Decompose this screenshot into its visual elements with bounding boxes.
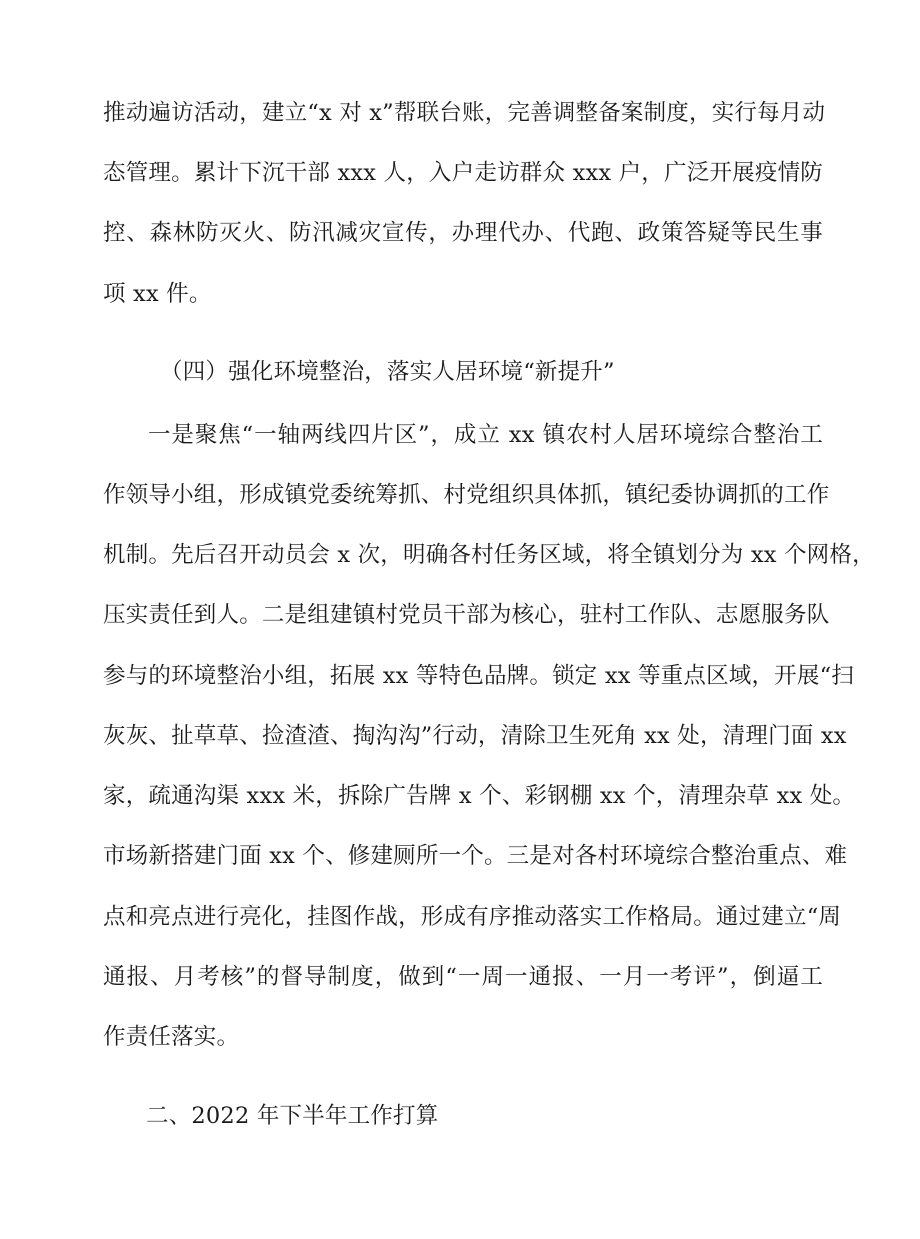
paragraph-2-line-9: 点和亮点进行亮化，挂图作战，形成有序推动落实工作格局。通过建立“周 (103, 904, 842, 930)
paragraph-1-line-1: 推动遍访活动，建立“x 对 x”帮联台账，完善调整备案制度，实行每月动 (103, 100, 826, 126)
paragraph-1-line-3: 控、森林防灭火、防汛减灾宣传，办理代办、代跑、政策答疑等民生事 (103, 220, 823, 246)
paragraph-2-line-8: 市场新搭建门面 xx 个、修建厕所一个。三是对各村环境综合整治重点、难 (103, 843, 848, 869)
paragraph-2-line-6: 灰灰、扯草草、捡渣渣、掏沟沟”行动，清除卫生死角 xx 处，清理门面 xx (103, 723, 847, 749)
paragraph-2-line-2: 作领导小组，形成镇党委统筹抓、村党组织具体抓，镇纪委协调抓的工作 (103, 482, 830, 508)
paragraph-2-line-4: 压实责任到人。二是组建镇村党员干部为核心，驻村工作队、志愿服务队 (103, 602, 830, 628)
paragraph-2-line-11: 作责任落实。 (103, 1024, 240, 1050)
paragraph-1-line-4: 项 xx 件。 (103, 281, 212, 307)
section-heading-4: （四）强化环境整治，落实人居环境“新提升” (160, 359, 615, 385)
paragraph-2-line-1: 一是聚焦“一轴两线四片区”，成立 xx 镇农村人居环境综合整治工 (148, 422, 823, 448)
paragraph-2-line-3: 机制。先后召开动员会 x 次，明确各村任务区域，将全镇划分为 xx 个网格， (103, 542, 875, 568)
paragraph-2-line-7: 家，疏通沟渠 xxx 米，拆除广告牌 x 个、彩钢棚 xx 个，清理杂草 xx 处。 (103, 783, 856, 809)
paragraph-2-line-5: 参与的环境整治小组，拓展 xx 等特色品牌。锁定 xx 等重点区域，开展“扫 (103, 663, 854, 689)
section-heading-2: 二、2022 年下半年工作打算 (146, 1103, 439, 1129)
paragraph-1-line-2: 态管理。累计下沉干部 xxx 人，入户走访群众 xxx 户，广泛开展疫情防 (103, 160, 823, 186)
paragraph-2-line-10: 通报、月考核”的督导制度，做到“一周一通报、一月一考评”，倒逼工 (103, 964, 823, 990)
